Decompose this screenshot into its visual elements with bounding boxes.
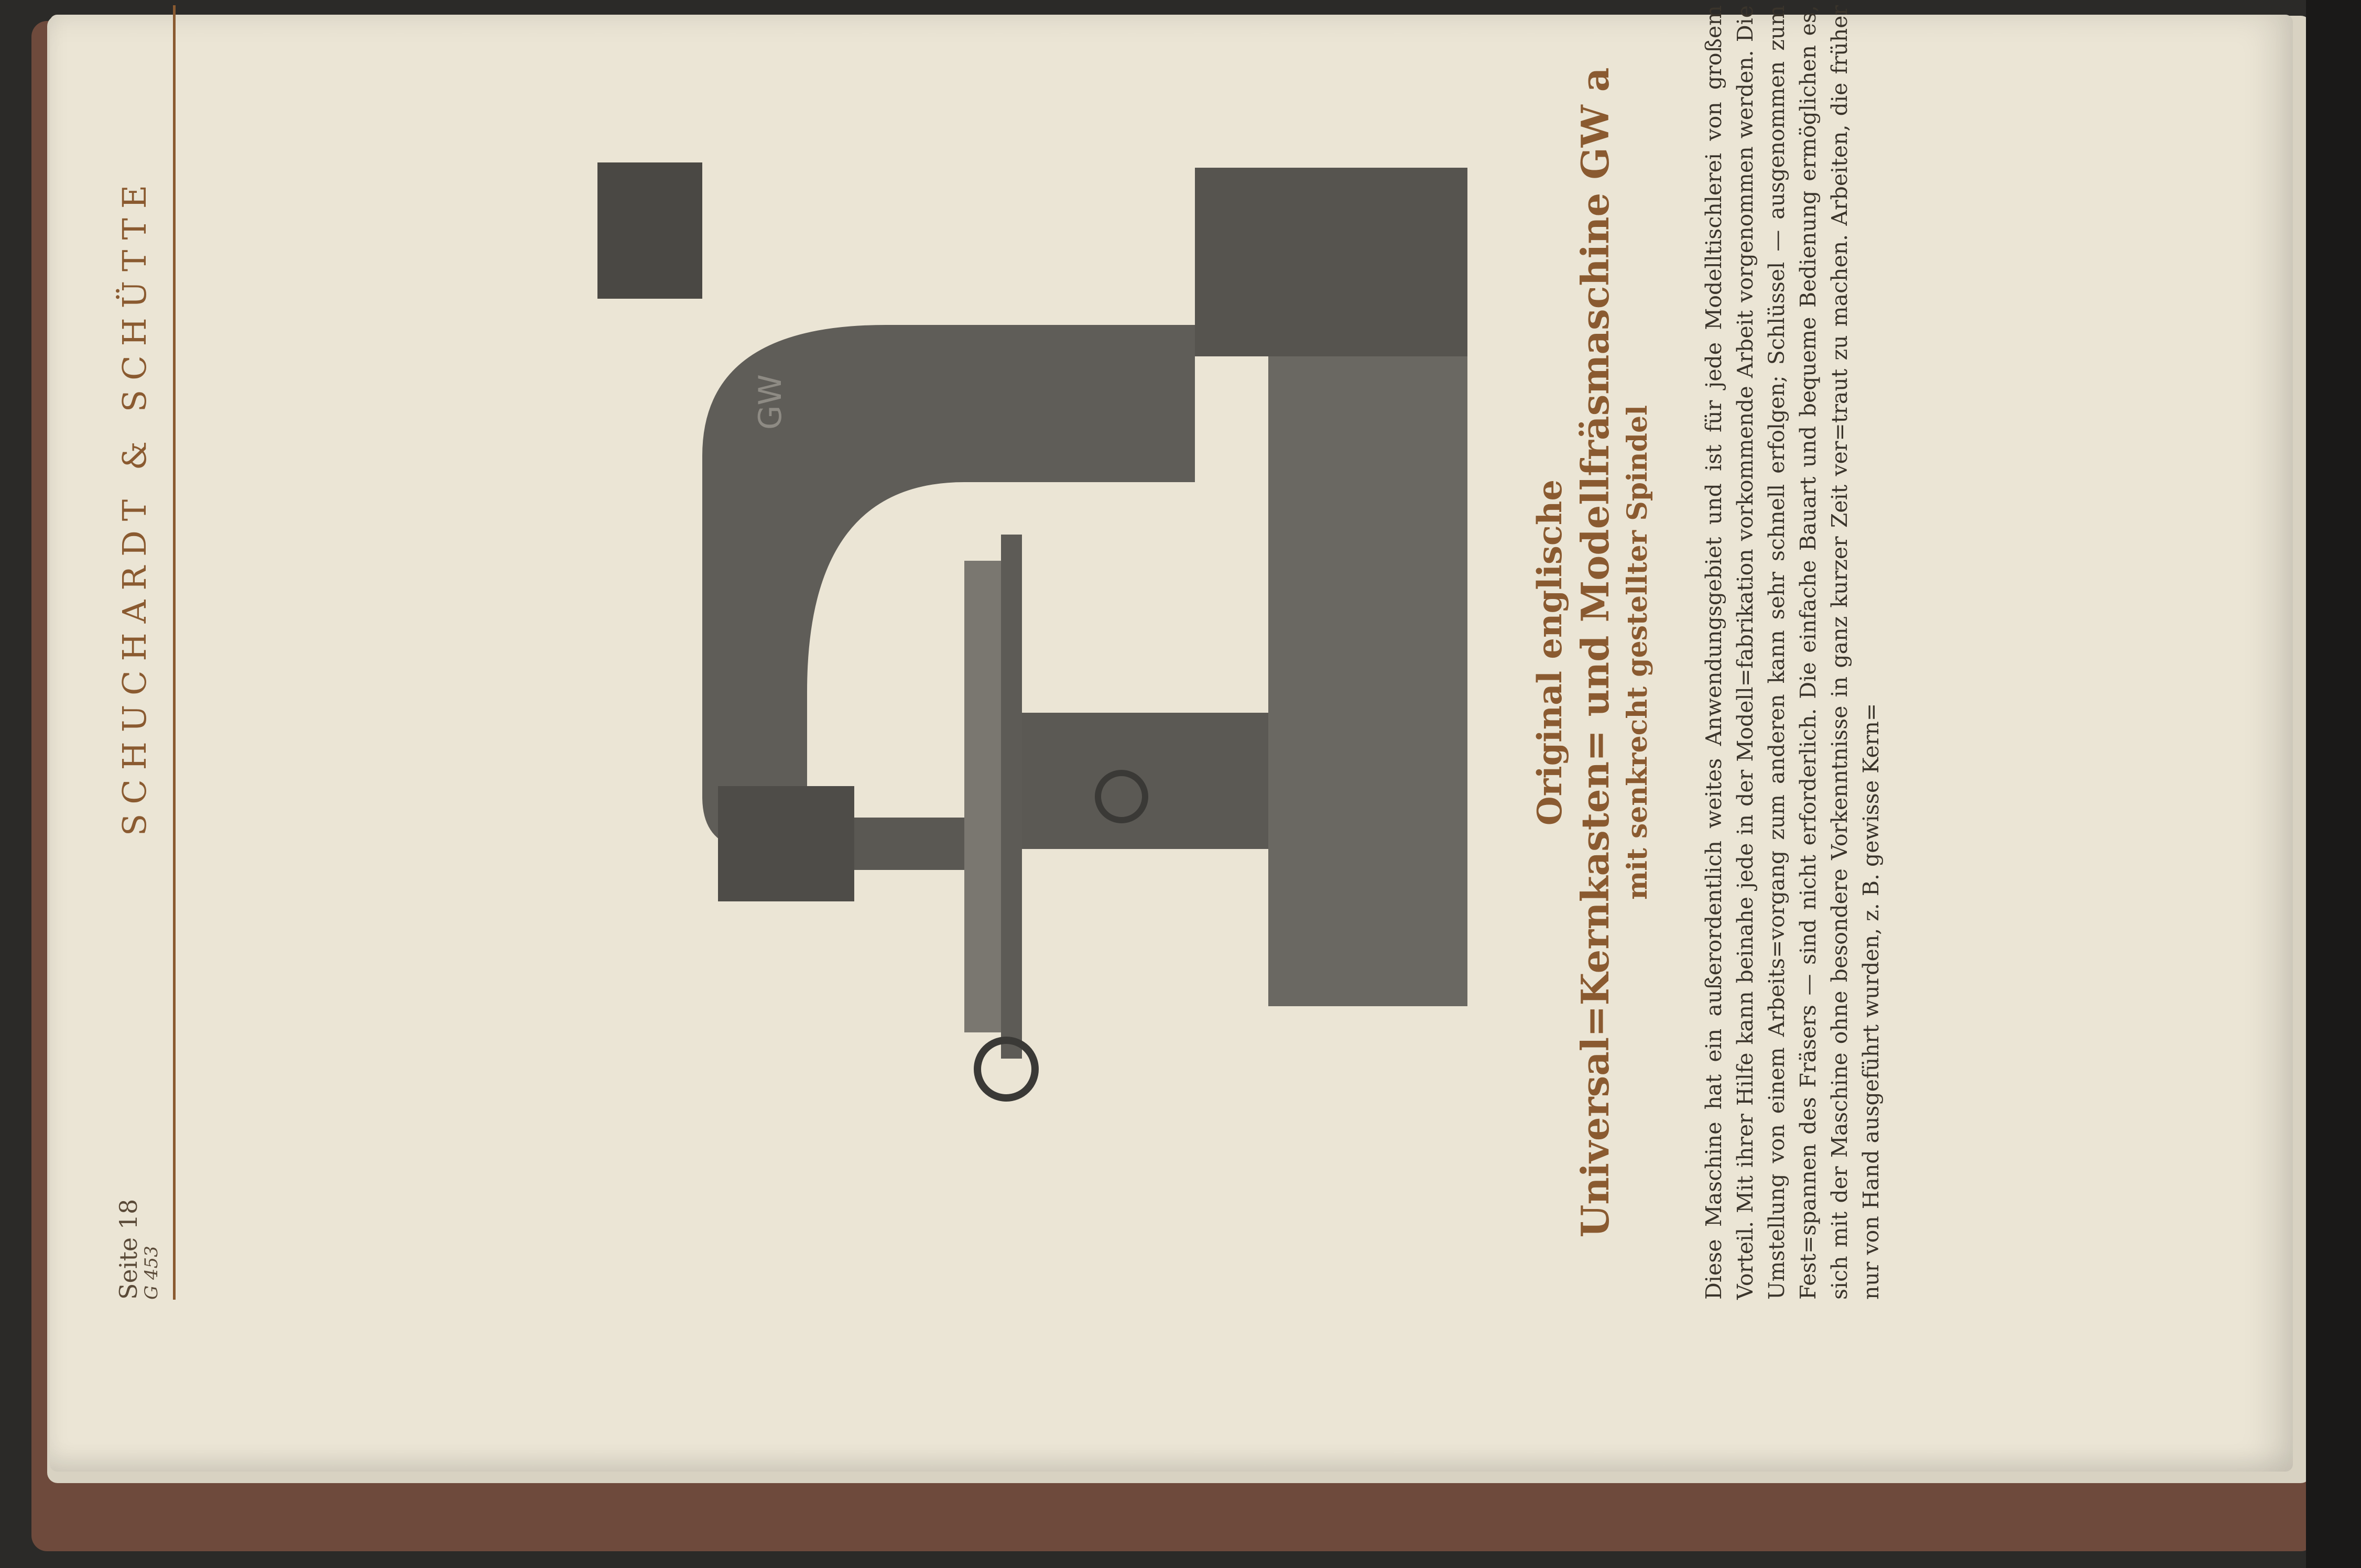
spindle [854, 818, 970, 870]
title-line-3: mit senkrecht gestellter Spindel [1622, 405, 1653, 900]
motor [597, 162, 702, 299]
book-gutter [2306, 0, 2361, 1568]
work-table [964, 561, 1001, 1032]
page-number-block [115, 1199, 161, 1300]
machine-mark: GW [752, 374, 789, 430]
title-line-2: Universal=Kernkasten= und Modellfräsmaschine GW a [1573, 67, 1617, 1238]
table-column [1022, 713, 1268, 849]
page-number: Seite 18 [114, 1199, 143, 1300]
title-line-1: Original englische [1530, 479, 1570, 826]
machine-illustration [231, 63, 1515, 1163]
article-title [1530, 5, 1653, 1300]
rotated-page-content [115, 5, 1992, 1300]
spindle-head [718, 786, 854, 901]
machine-pedestal [1195, 168, 1467, 356]
page-header [115, 5, 176, 1300]
table-slide [1001, 535, 1022, 1059]
page-code: G 453 [140, 1246, 162, 1300]
article-body: Diese Maschine hat ein außerordentlich weites Anwendungsgebiet und ist für jede Modelltischlerei von großem Vorteil. Mit ihrer Hilfe kann beinahe jede in der Modell=fabrikation vorkommende Arbeit vorgenommen werden. Die Umstellung von einem Arbeits=vorgang zum anderen kann sehr schnell erfolgen; Schlüssel — ausgenommen zum Fest=spannen des Fräsers — sind nicht erforderlich. Die einfache Bauart und bequeme Bedienung ermöglichen es, sich mit der Maschine ohne besondere Vorkenntnisse in ganz kurzer Zeit ver=traut zu machen. Arbeiten, die früher nur von Hand ausgeführt wurden, z. B. gewisse Kern= [1701, 5, 1884, 1300]
company-name: SCHUCHARDT & SCHÜTTE [115, 175, 154, 836]
